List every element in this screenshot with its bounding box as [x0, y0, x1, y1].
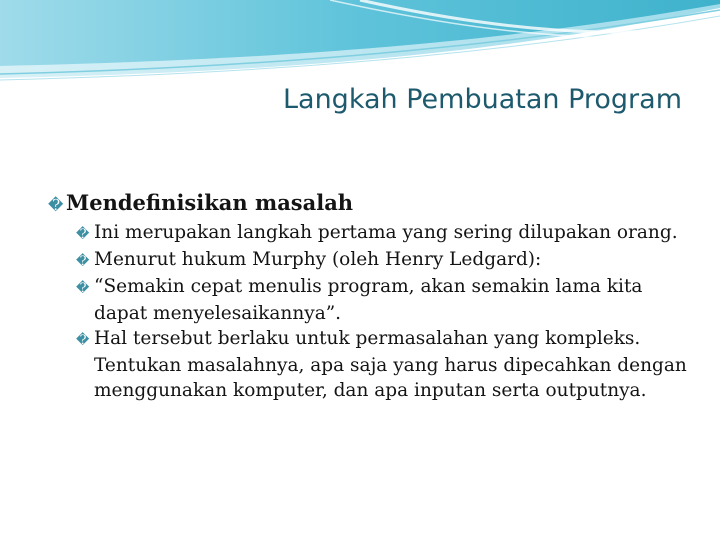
slide-title: Langkah Pembuatan Program — [282, 84, 682, 115]
bullet-icon: � — [48, 196, 64, 214]
list-item-text: Ini merupakan langkah pertama yang sering dilupakan orang. — [94, 222, 678, 243]
slide-body — [48, 188, 688, 403]
heading-text: Mendefinisikan masalah — [66, 190, 354, 215]
list-item-text: Hal tersebut berlaku untuk permasalahan yang kompleks. Tentukan masalahnya, apa saja yang harus dipecahkan dengan menggunakan komputer, dan apa inputan serta outputnya. — [94, 328, 687, 401]
list-item — [76, 247, 688, 274]
bullet-icon: � — [76, 227, 90, 242]
list-item — [76, 220, 688, 247]
list-item-text: Menurut hukum Murphy (oleh Henry Ledgard): — [94, 249, 542, 270]
list-item-text: “Semakin cepat menulis program, akan semakin lama kita dapat menyelesaikannya”. — [94, 276, 643, 324]
list-item — [76, 326, 688, 403]
header-wave-decoration — [0, 0, 720, 90]
list-item — [76, 274, 688, 326]
heading-item — [48, 188, 688, 220]
bullet-icon: � — [76, 254, 90, 269]
bullet-icon: � — [76, 281, 90, 296]
bullet-icon: � — [76, 333, 90, 348]
